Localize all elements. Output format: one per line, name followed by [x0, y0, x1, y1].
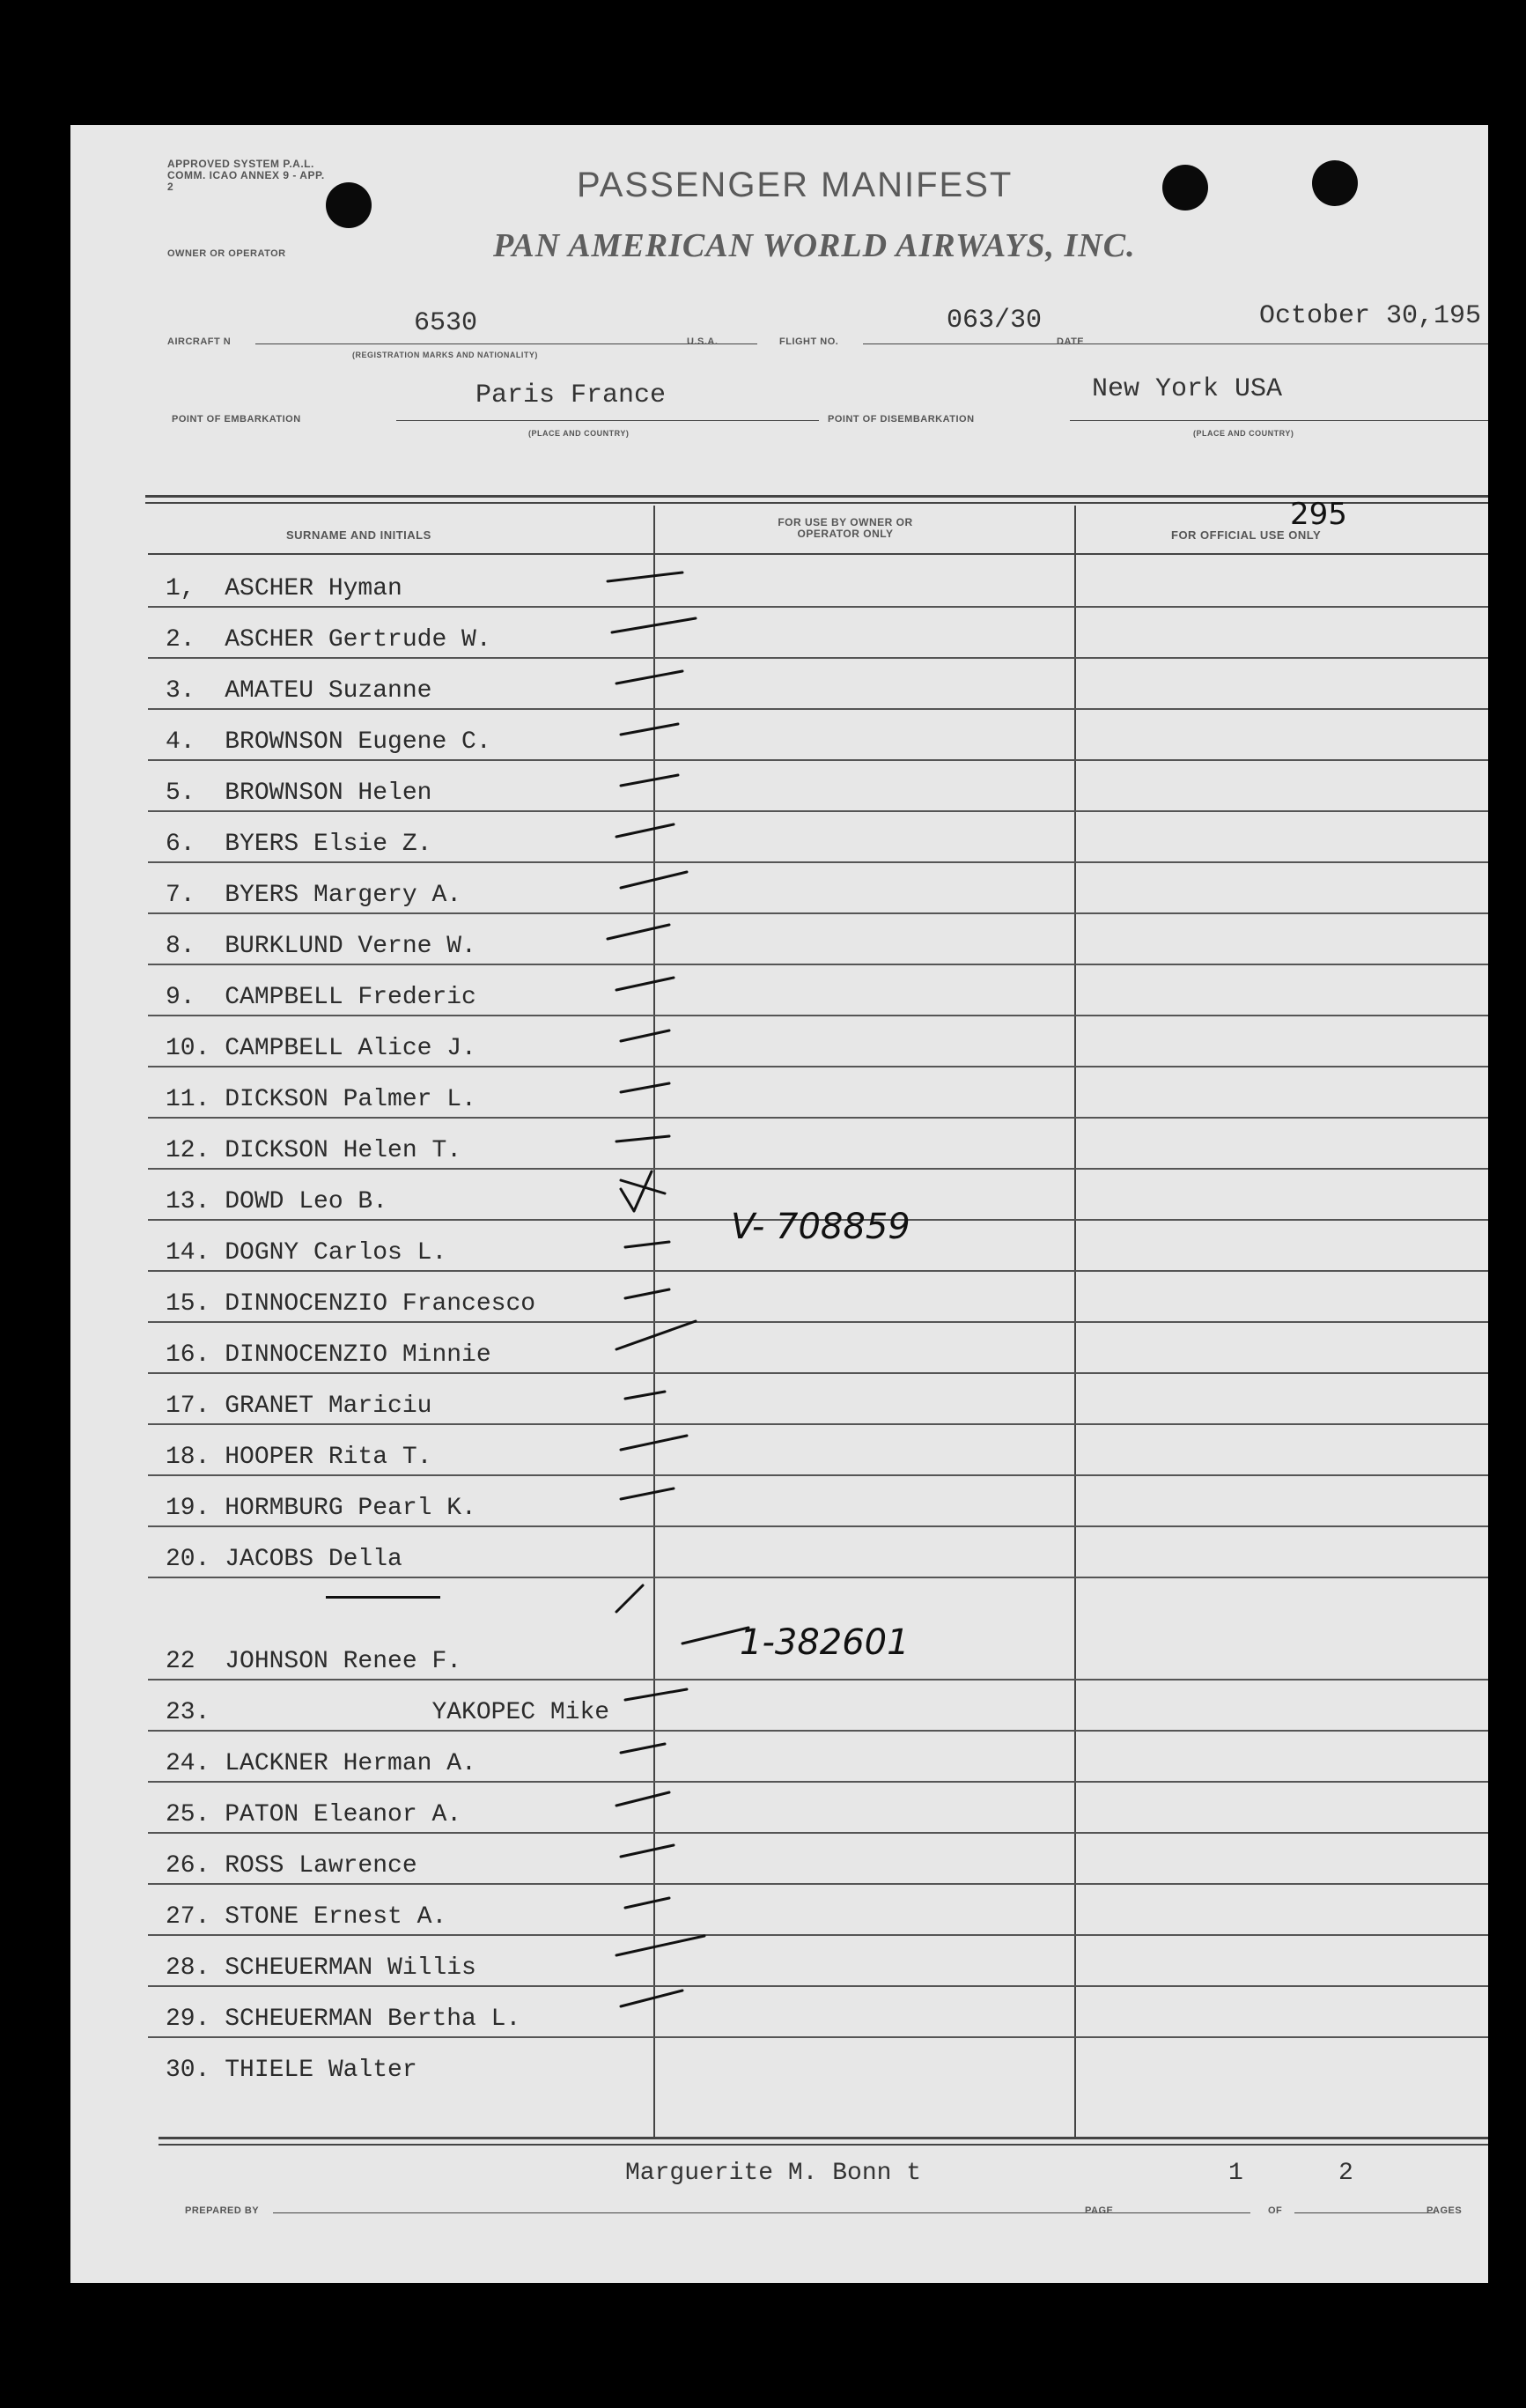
passenger-name: 24. LACKNER Herman A. — [166, 1750, 476, 1777]
aircraft-label: AIRCRAFT N — [167, 336, 232, 347]
date-underline — [1101, 343, 1488, 344]
place-country-note: (PLACE AND COUNTRY) — [1193, 429, 1294, 438]
passenger-name: 20. JACOBS Della — [166, 1546, 402, 1573]
embarkation-value: Paris France — [475, 380, 667, 410]
manifest-title: PASSENGER MANIFEST — [577, 166, 1014, 204]
page-underline — [1136, 2212, 1250, 2213]
passenger-name: 25. PATON Eleanor A. — [166, 1801, 462, 1828]
passenger-name: 29. SCHEUERMAN Bertha L. — [166, 2005, 521, 2033]
annotation-row14: V- 708859 — [731, 1207, 910, 1247]
passenger-name: 23. YAKOPEC Mike — [166, 1699, 610, 1726]
passenger-name: 19. HORMBURG Pearl K. — [166, 1495, 476, 1522]
passenger-name: 28. SCHEUERMAN Willis — [166, 1954, 476, 1982]
embarkation-label: POINT OF EMBARKATION — [172, 414, 301, 425]
punch-hole — [1162, 165, 1208, 211]
page-label: PAGE — [1085, 2205, 1114, 2216]
blank-row-line — [326, 1596, 440, 1599]
passenger-name: 22 JOHNSON Renee F. — [166, 1648, 462, 1675]
passenger-name: 4. BROWNSON Eugene C. — [166, 728, 491, 756]
flight-number: 063/30 — [947, 306, 1043, 336]
passenger-name: 16. DINNOCENZIO Minnie — [166, 1341, 491, 1369]
passenger-name: 6. BYERS Elsie Z. — [166, 831, 432, 858]
passenger-name: 1, ASCHER Hyman — [166, 575, 402, 602]
table-bottom-rule — [158, 2137, 1488, 2139]
passenger-name: 18. HOOPER Rita T. — [166, 1444, 432, 1471]
passenger-name: 9. CAMPBELL Frederic — [166, 984, 476, 1011]
prepared-by-value: Marguerite M. Bonn t — [625, 2160, 922, 2187]
embarkation-underline — [396, 420, 819, 421]
table-bottom-rule — [158, 2144, 1488, 2146]
disembarkation-underline — [1070, 420, 1488, 421]
company-name: PAN AMERICAN WORLD AIRWAYS, INC. — [493, 227, 1136, 264]
passenger-name: 11. DICKSON Palmer L. — [166, 1086, 476, 1113]
col-owner-header: FOR USE BY OWNER OR OPERATOR ONLY — [778, 516, 913, 540]
of-label: OF — [1268, 2205, 1283, 2216]
of-underline — [1294, 2212, 1435, 2213]
flight-underline — [863, 343, 1136, 344]
passenger-name: 17. GRANET Mariciu — [166, 1392, 432, 1420]
aircraft-number: 6530 — [414, 308, 478, 338]
passenger-name: 8. BURKLUND Verne W. — [166, 933, 476, 960]
passenger-name: 5. BROWNSON Helen — [166, 779, 432, 807]
passenger-name: 26. ROSS Lawrence — [166, 1852, 417, 1880]
pages-label: PAGES — [1426, 2205, 1463, 2216]
punch-hole — [326, 182, 372, 228]
prepared-by-underline — [273, 2212, 1154, 2213]
col-official-header: FOR OFFICIAL USE ONLY — [1171, 528, 1322, 542]
check-marks — [599, 555, 819, 2105]
passenger-name: 12. DICKSON Helen T. — [166, 1137, 462, 1164]
passenger-name: 30. THIELE Walter — [166, 2057, 417, 2084]
passenger-name: 7. BYERS Margery A. — [166, 882, 462, 909]
passenger-name: 15. DINNOCENZIO Francesco — [166, 1290, 536, 1318]
passenger-name: 14. DOGNY Carlos L. — [166, 1239, 447, 1267]
page-number: 1 — [1228, 2160, 1243, 2187]
disembarkation-value: New York USA — [1092, 374, 1283, 404]
passenger-name: 10. CAMPBELL Alice J. — [166, 1035, 476, 1062]
flight-label: FLIGHT NO. — [779, 336, 839, 347]
passenger-name: 27. STONE Ernest A. — [166, 1903, 447, 1931]
table-top-rule — [145, 502, 1488, 504]
disembarkation-label: POINT OF DISEMBARKATION — [828, 414, 975, 425]
table-top-rule — [145, 495, 1488, 498]
manifest-sheet — [70, 125, 1488, 2283]
approval-stamp: APPROVED SYSTEM P.A.L. COMM. ICAO ANNEX 9 - APP. 2 — [167, 158, 325, 193]
punch-hole — [1312, 160, 1358, 206]
date-value: October 30,195 — [1259, 301, 1482, 331]
annotation-row22: 1-382601 — [740, 1622, 910, 1663]
col-surname-header: SURNAME AND INITIALS — [286, 528, 431, 542]
registration-note: (REGISTRATION MARKS AND NATIONALITY) — [352, 351, 538, 359]
date-label: DATE — [1057, 336, 1085, 347]
page-total: 2 — [1338, 2160, 1353, 2187]
place-country-note: (PLACE AND COUNTRY) — [528, 429, 630, 438]
prepared-by-label: PREPARED BY — [185, 2205, 260, 2216]
aircraft-underline — [255, 343, 757, 344]
official-note: 295 — [1290, 497, 1347, 532]
passenger-name: 13. DOWD Leo B. — [166, 1188, 388, 1215]
usa-label: U.S.A. — [687, 336, 719, 347]
passenger-name: 2. ASCHER Gertrude W. — [166, 626, 491, 654]
passenger-name: 3. AMATEU Suzanne — [166, 677, 432, 705]
owner-operator-label: OWNER OR OPERATOR — [167, 248, 286, 259]
